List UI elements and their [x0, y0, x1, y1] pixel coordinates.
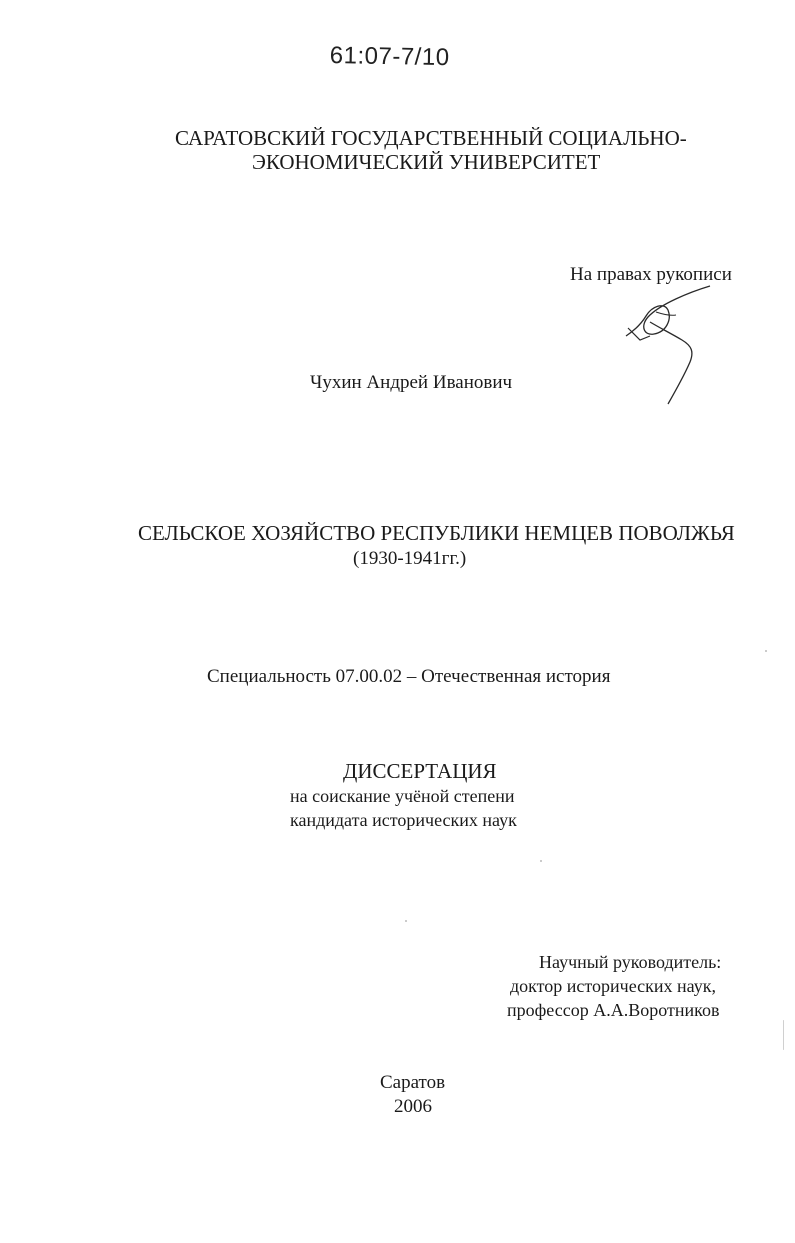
city: Саратов — [380, 1072, 446, 1093]
year: 2006 — [394, 1096, 432, 1117]
supervisor-degree: доктор исторических наук, — [510, 976, 716, 996]
supervisor-label: Научный руководитель: — [539, 952, 722, 972]
specialty-line: Специальность 07.00.02 – Отечественная история — [207, 666, 611, 687]
scan-speck — [405, 920, 407, 922]
degree-line-2: кандидата исторических наук — [290, 810, 517, 830]
dissertation-period: (1930-1941гг.) — [353, 548, 467, 569]
university-name-line-2: ЭКОНОМИЧЕСКИЙ УНИВЕРСИТЕТ — [252, 150, 601, 174]
degree-line-1: на соискание учёной степени — [290, 786, 515, 806]
handwritten-signature — [620, 282, 720, 407]
author-name: Чухин Андрей Иванович — [310, 372, 513, 393]
dissertation-label: ДИССЕРТАЦИЯ — [343, 759, 497, 783]
university-name-line-1: САРАТОВСКИЙ ГОСУДАРСТВЕННЫЙ СОЦИАЛЬНО- — [175, 126, 687, 150]
dissertation-title: СЕЛЬСКОЕ ХОЗЯЙСТВО РЕСПУБЛИКИ НЕМЦЕВ ПОВОЛЖЬЯ — [138, 521, 735, 545]
manuscript-rights-note: На правах рукописи — [570, 264, 732, 285]
scan-edge-mark — [783, 1020, 784, 1050]
archive-code: 61:07-7/10 — [329, 42, 450, 72]
scan-speck — [765, 650, 767, 652]
scan-speck — [540, 860, 542, 862]
supervisor-name: профессор А.А.Воротников — [507, 1000, 720, 1020]
